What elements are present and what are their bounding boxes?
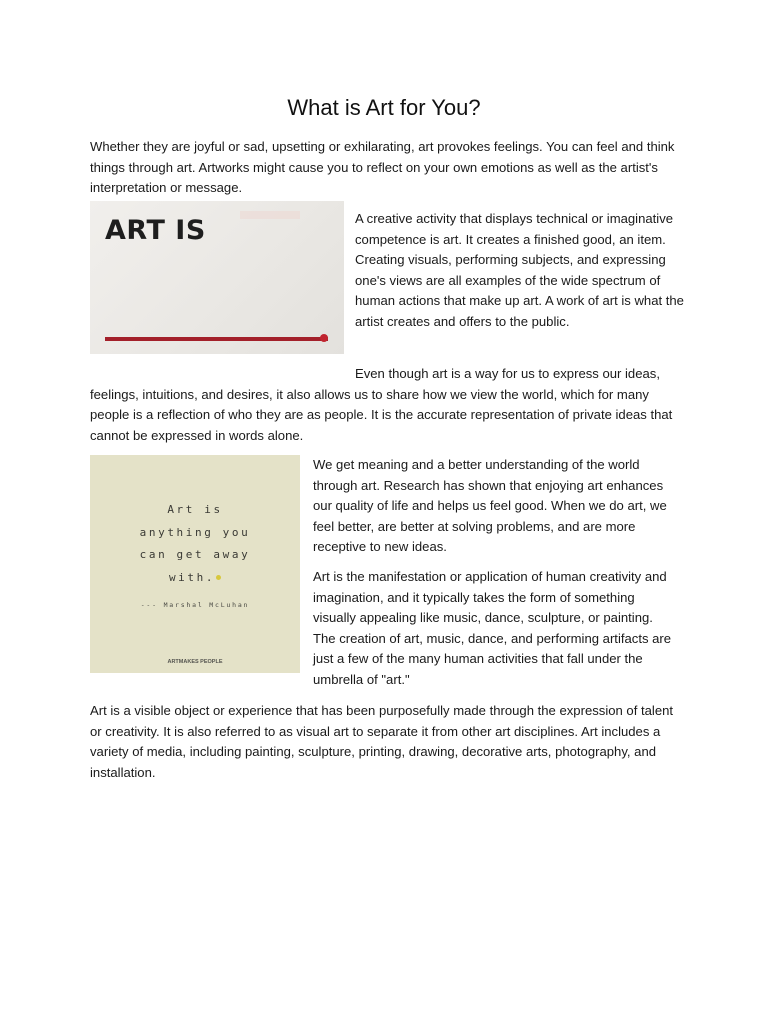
brand-logo: ARTMAKES PEOPLE xyxy=(167,659,223,665)
quote-line-last xyxy=(90,567,300,590)
quote-author: --- Marshal McLuhan xyxy=(140,601,250,609)
page-title: What is Art for You? xyxy=(287,95,481,120)
visual-art-paragraph: Art is a visible object or experience that has been purposefully made through the expression of talent or creativity. It is also referred to as visual art to separate it from other art disciplines. Art includes a variety of media, including painting, sculpture, printing, drawing, decorative arts, photography, and installation. xyxy=(90,703,674,780)
manifestation-paragraph: Art is the manifestation or application of human creativity and imagination, and it typically takes the form of something visually appealing like music, dance, sculpture, or painting. The creation of art, music, dance, and performing artifacts are just a few of the many human activities that fall under the umbrella of "art." xyxy=(313,569,672,687)
quote-text xyxy=(90,499,300,589)
red-dot xyxy=(320,334,328,342)
faint-background-text xyxy=(240,211,300,219)
expression-paragraph: Even though art is a way for us to express our ideas, feelings, intuitions, and desires, it also allows us to share how we view the world, which for many people is a reflection of who they are as people. It is the accurate representation of private ideas that cannot be expressed in words alone. xyxy=(90,366,673,443)
art-is-heading: ART IS xyxy=(105,215,206,246)
definition-paragraph: A creative activity that displays technical or imaginative competence is art. It creates a finished good, an item. Creating visuals, performing subjects, and expressing one's views are all examples of the wide spectrum of human actions that make up art. A work of art is what the artist creates and offers to the public. xyxy=(355,211,684,329)
quote-image xyxy=(90,455,300,673)
yellow-dot xyxy=(216,575,221,580)
red-underline xyxy=(105,337,328,341)
art-is-image xyxy=(90,201,344,354)
quote-line: anything you xyxy=(139,525,251,539)
quote-line-text: with. xyxy=(168,570,216,584)
meaning-paragraph: We get meaning and a better understanding of the world through art. Research has shown that enjoying art enhances our quality of life and helps us feel good. When we do art, we feel better, are better at solving problems, and are more receptive to new ideas. xyxy=(313,457,667,554)
intro-paragraph: Whether they are joyful or sad, upsetting or exhilarating, art provokes feelings. You can feel and think things through art. Artworks might cause you to reflect on your own emotions as well as the artist's interpretation or message. xyxy=(90,139,675,195)
quote-line: can get away xyxy=(139,548,251,561)
quote-line: Art is xyxy=(167,503,223,516)
